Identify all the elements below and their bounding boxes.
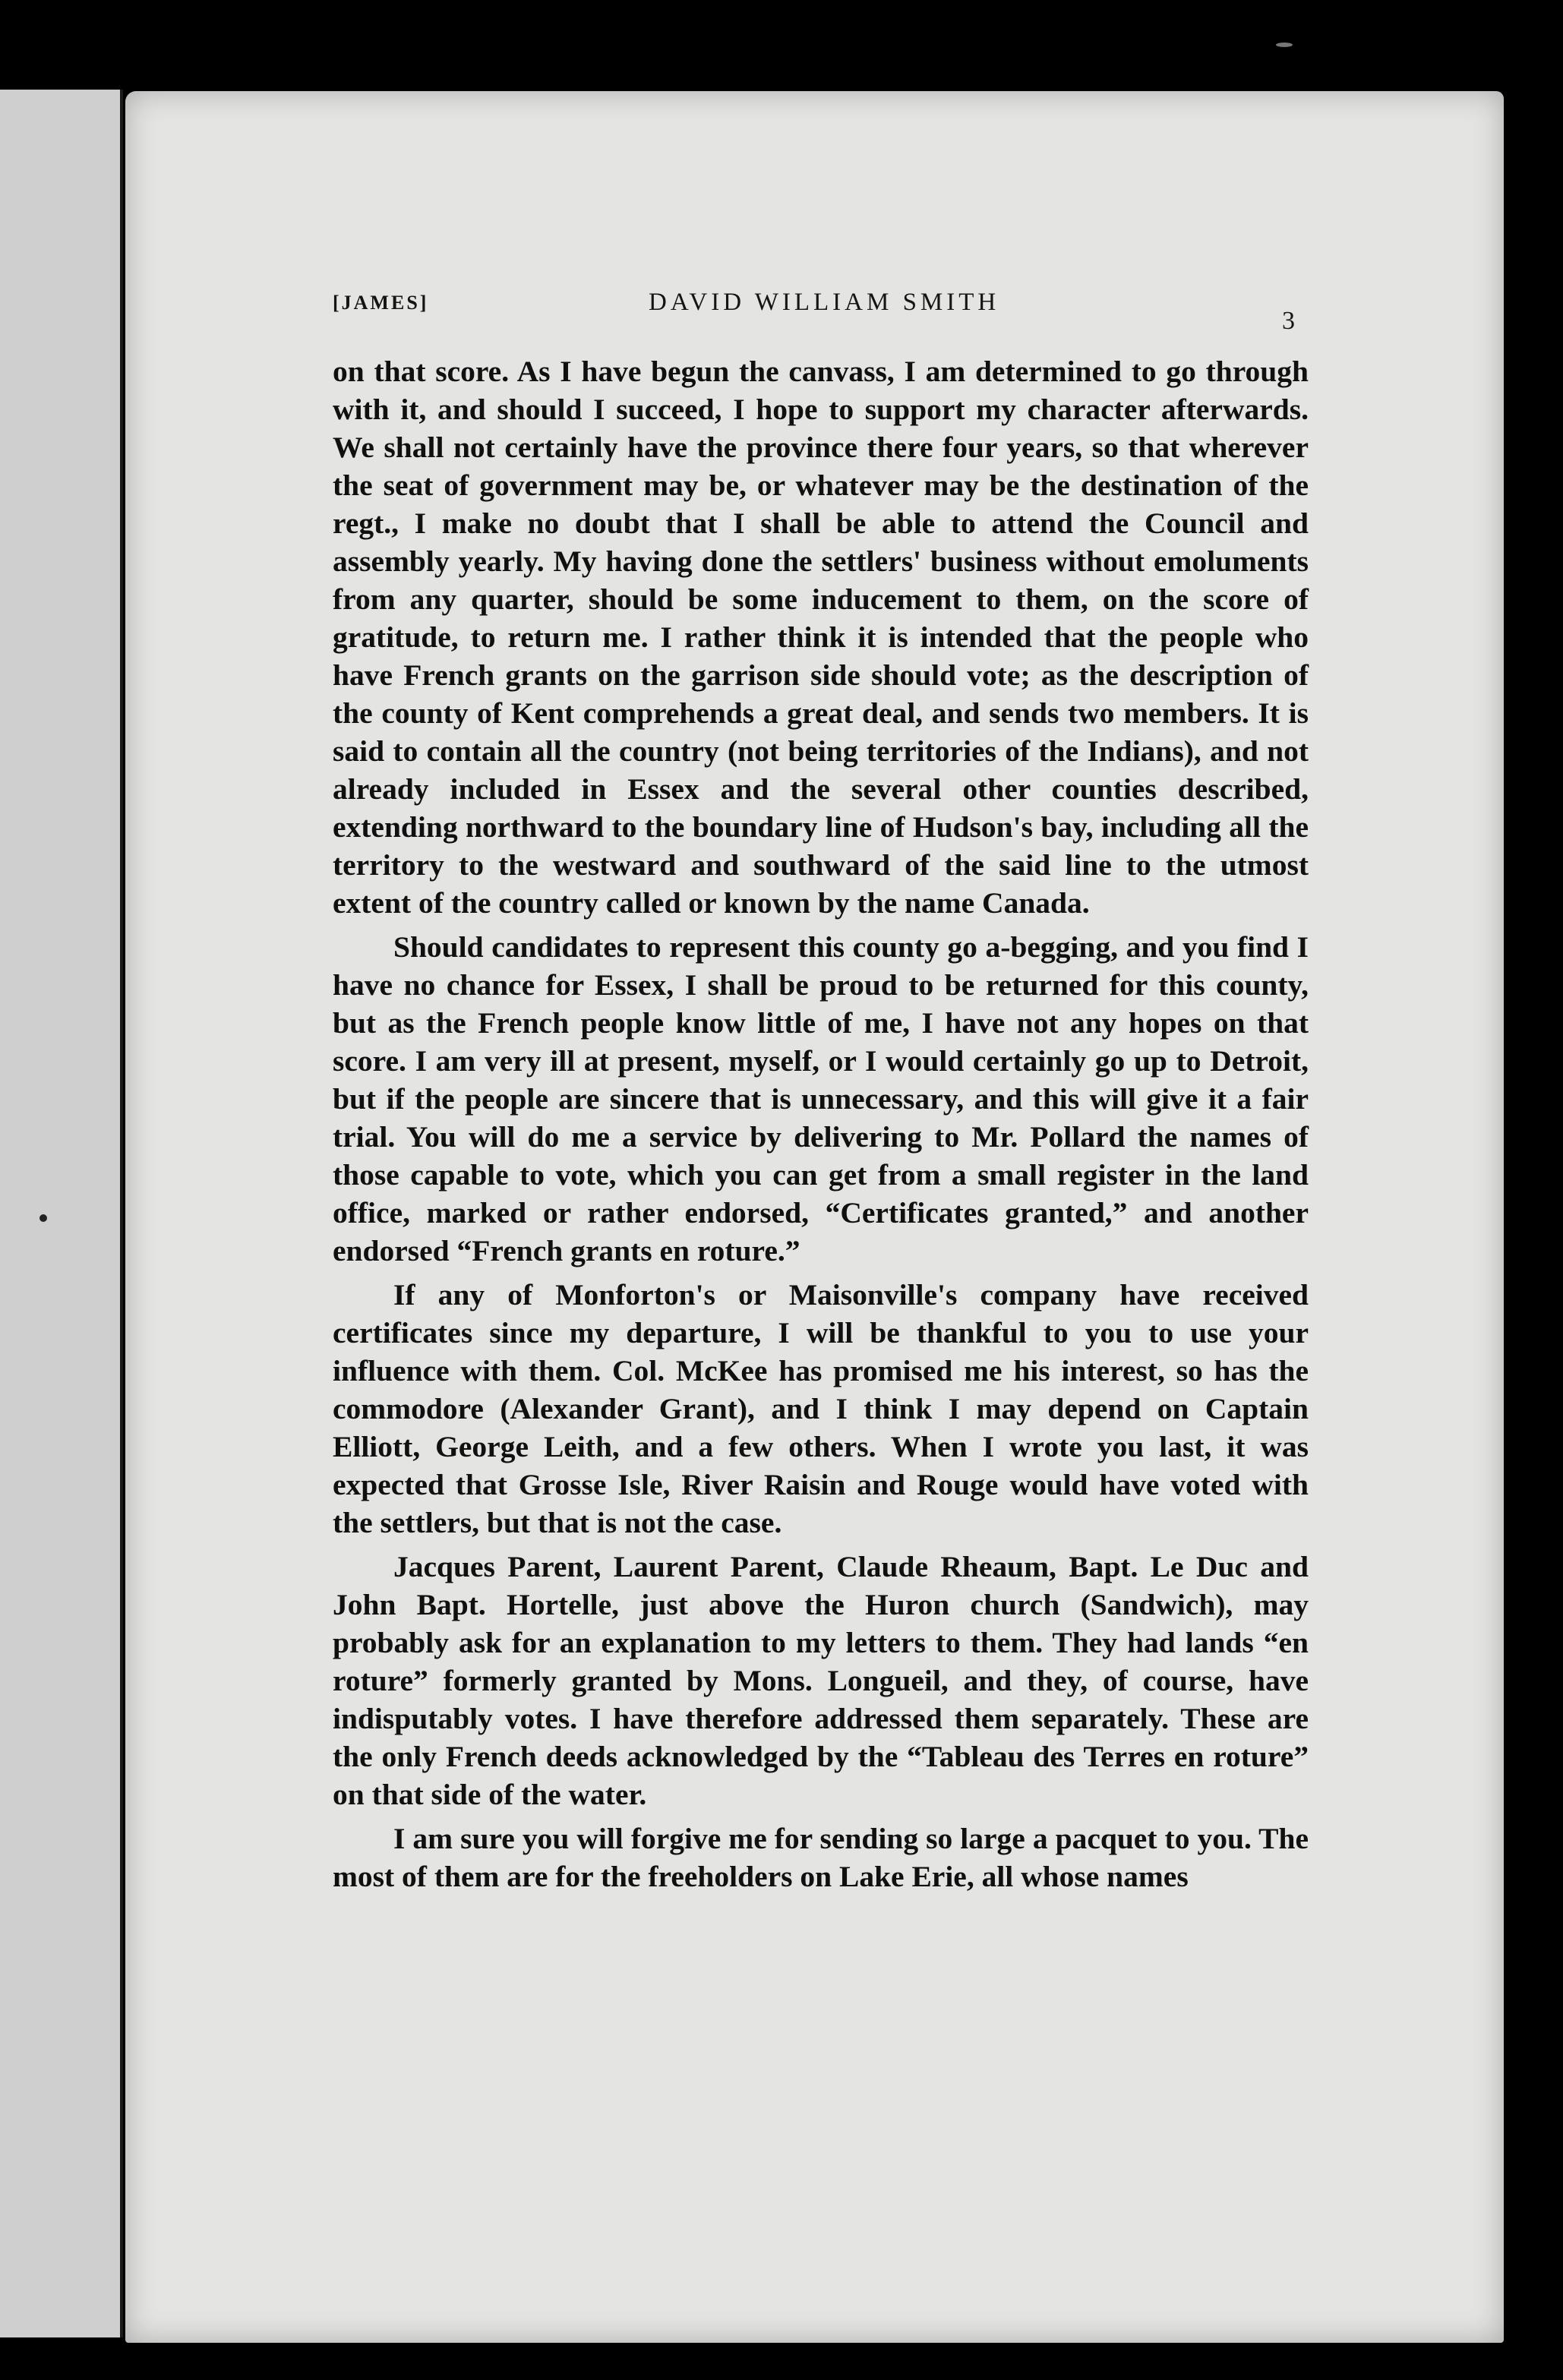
running-head-left: [JAMES] xyxy=(333,292,429,314)
page-number: 3 xyxy=(1282,307,1295,335)
running-head-title: DAVID WILLIAM SMITH xyxy=(649,289,1000,316)
paragraph: I am sure you will forgive me for sending so large a pacquet to you. The most of them are for the freeholders on Lake Erie, all whose names xyxy=(333,1822,1309,1893)
paragraph: Should candidates to represent this county go a-begging, and you find I have no chance for Essex, I shall be proud to be returned for this county, but as the French people know little of me, I have not any hopes on that score. I am very ill at present, myself, or I would certainly go up to Detroit, but if the people are sincere that is unnecessary, and this will give it a fair trial. You will do me a service by delivering to Mr. Pollard the names of those capable to vote, which you can get from a small register in the land office, marked or rather endorsed, “Certificates granted,” and another endorsed “French grants en roture.” xyxy=(333,930,1309,1267)
paragraph: Jacques Parent, Laurent Parent, Claude Rheaum, Bapt. Le Duc and John Bapt. Hortelle, just above the Huron church (Sandwich), may probably ask for an explanation to my letters to them. They had lands “en roture” formerly granted by Mons. Longueil, and they, of course, have indisputably votes. I have therefore addressed them separately. These are the only French deeds acknowledged by the “Tableau des Terres en roture” on that side of the water. xyxy=(333,1550,1309,1811)
facing-page-edge xyxy=(0,90,123,2337)
paragraph: If any of Monforton's or Maisonville's company have received certificates since my departure, I will be thankful to you to use your influence with them. Col. McKee has promised me his interest, so has the commodore (Alexander Grant), and I think I may depend on Captain Elliott, George Leith, and a few others. When I wrote you last, it was expected that Grosse Isle, River Raisin and Rouge would have voted with the settlers, but that is not the case. xyxy=(333,1278,1309,1539)
running-head xyxy=(333,289,1320,335)
paragraph: on that score. As I have begun the canvass, I am determined to go through with it, and should I succeed, I hope to support my character afterwards. We shall not certainly have the province there four years, so that wherever the seat of government may be, or whatever may be the destination of the regt., I make no doubt that I shall be able to attend the Council and assembly yearly. My having done the settlers' business without emoluments from any quarter, should be some inducement to them, on the score of gratitude, to return me. I rather think it is intended that the people who have French grants on the garrison side should vote; as the description of the county of Kent comprehends a great deal, and sends two members. It is said to contain all the country (not being territories of the Indians), and not already included in Essex and the several other counties described, extending northward to the boundary line of Hudson's bay, including all the territory to the westward and southward of the said line to the utmost extent of the country called or known by the name Canada. xyxy=(333,355,1309,920)
scan-speck xyxy=(39,1214,47,1222)
scan-speck xyxy=(1276,43,1293,47)
page-body xyxy=(333,352,1309,1895)
